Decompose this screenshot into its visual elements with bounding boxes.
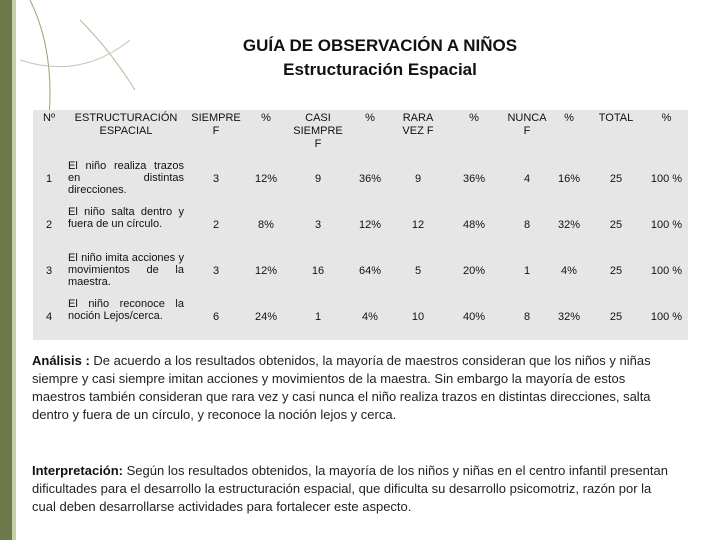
table-cell: 40%: [462, 311, 486, 323]
table-cell: 36%: [358, 173, 382, 185]
table-cell: 3: [212, 265, 220, 277]
row-number: 1: [45, 173, 53, 185]
table-row: [33, 202, 688, 248]
header-cell: TOTAL: [598, 112, 634, 124]
table-cell: 100 %: [650, 173, 683, 185]
left-accent-bar: [0, 0, 12, 540]
table-cell: 100 %: [650, 219, 683, 231]
table-cell: 8: [523, 311, 531, 323]
table-cell: 36%: [462, 173, 486, 185]
table-row: [33, 156, 688, 202]
table-cell: 25: [609, 265, 623, 277]
table-cell: 24%: [254, 311, 278, 323]
table-cell: 1: [523, 265, 531, 277]
header-cell: NUNCA F: [507, 112, 547, 137]
table-cell: 12%: [358, 219, 382, 231]
interpretation-paragraph: [32, 462, 672, 516]
row-description: El niño imita acciones y movimientos de la maestra.: [68, 252, 184, 288]
table-cell: 3: [212, 173, 220, 185]
table-cell: 32%: [557, 219, 581, 231]
header-cell: %: [661, 112, 672, 124]
table-cell: 6: [212, 311, 220, 323]
left-accent-stripe: [12, 0, 16, 540]
header-cell: CASI SIEMPRE F: [293, 112, 343, 150]
page-subtitle: Estructuración Espacial: [283, 60, 477, 79]
interpretation-label: Interpretación:: [32, 463, 124, 478]
table-cell: 5: [414, 265, 422, 277]
analysis-text: De acuerdo a los resultados obtenidos, la mayoría de maestros consideran que los niños y niñas siempre y casi siempre imitan acciones y movimientos de la maestra. Sin embargo la mayoría de estos maestros también consideran que rara vez y casi nunca el niño realiza trazos en distintas direcciones, salta dentro y fuera de un círculo, y reconoce la noción lejos y cerca.: [32, 353, 651, 422]
table-row: [33, 294, 688, 340]
table-cell: 4: [523, 173, 531, 185]
table-cell: 100 %: [650, 265, 683, 277]
row-description: El niño reconoce la noción Lejos/cerca.: [68, 298, 184, 322]
table-cell: 1: [314, 311, 322, 323]
table-cell: 4%: [561, 265, 577, 277]
header-cell: %: [261, 112, 271, 124]
table-cell: 25: [609, 219, 623, 231]
page-title: GUÍA DE OBSERVACIÓN A NIÑOS: [242, 36, 518, 55]
table-row: [33, 248, 688, 294]
table-cell: 20%: [462, 265, 486, 277]
header-cell: Nº: [43, 112, 55, 124]
table-cell: 9: [314, 173, 322, 185]
header-cell: ESTRUCTURACIÓN ESPACIAL: [74, 112, 178, 137]
observation-table: [33, 110, 688, 340]
table-cell: 10: [411, 311, 425, 323]
table-cell: 48%: [462, 219, 486, 231]
table-cell: 4%: [362, 311, 378, 323]
header-cell: %: [564, 112, 574, 124]
row-number: 3: [45, 265, 53, 277]
row-number: 4: [45, 311, 53, 323]
table-cell: 12%: [254, 265, 278, 277]
header-cell: %: [365, 112, 375, 124]
header-cell: RARA VEZ F: [402, 112, 434, 137]
table-cell: 12: [411, 219, 425, 231]
table-cell: 2: [212, 219, 220, 231]
analysis-paragraph: [32, 352, 672, 424]
row-description: El niño realiza trazos en distintas direcciones.: [68, 160, 184, 196]
row-description: El niño salta dentro y fuera de un círculo.: [68, 206, 184, 230]
table-header-row: [33, 110, 688, 156]
table-cell: 8: [523, 219, 531, 231]
table-cell: 3: [314, 219, 322, 231]
interpretation-text: Según los resultados obtenidos, la mayoría de los niños y niñas en el centro infantil presentan dificultades para el desarrollo la estructuración espacial, que dificulta su desarrollo psicomotriz, razón por la cual deben desarrollarse actividades para fortalecer este aspecto.: [32, 463, 668, 514]
table-cell: 25: [609, 311, 623, 323]
table-cell: 16: [311, 265, 325, 277]
table-cell: 64%: [358, 265, 382, 277]
table-cell: 16%: [557, 173, 581, 185]
table-cell: 12%: [254, 173, 278, 185]
table-cell: 9: [414, 173, 422, 185]
analysis-label: Análisis :: [32, 353, 90, 368]
table-cell: 25: [609, 173, 623, 185]
row-number: 2: [45, 219, 53, 231]
table-cell: 8%: [258, 219, 274, 231]
header-cell: %: [469, 112, 479, 124]
table-cell: 100 %: [650, 311, 683, 323]
header-cell: SIEMPRE F: [191, 112, 241, 137]
table-cell: 32%: [557, 311, 581, 323]
